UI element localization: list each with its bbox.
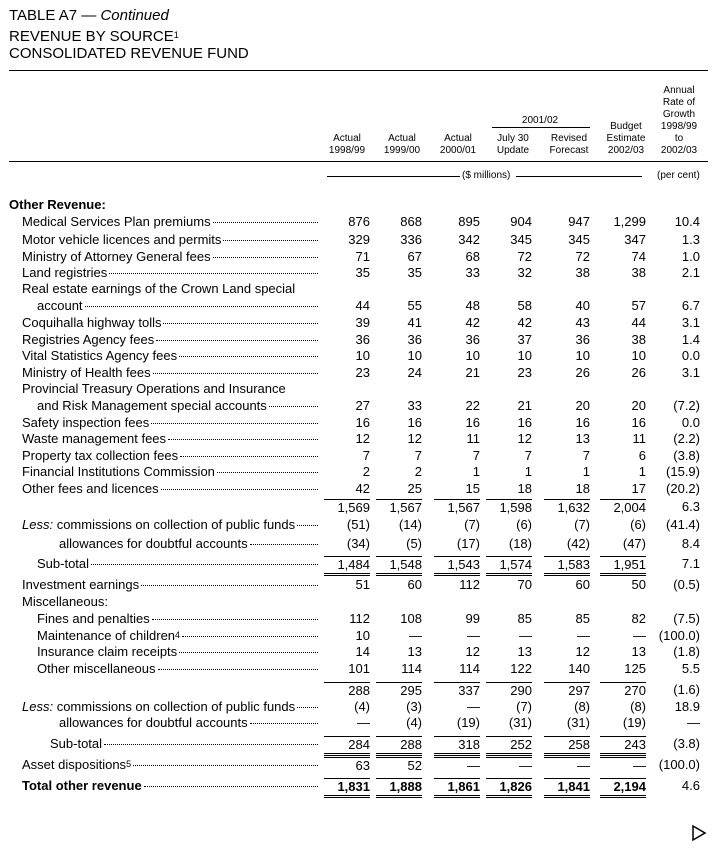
table-row	[0, 778, 718, 794]
cell-value: 10	[631, 348, 646, 363]
cell-value: (47)	[622, 536, 646, 551]
cell-value: 57	[631, 298, 646, 313]
row-label: Waste management fees	[22, 431, 318, 447]
cell-value: 63	[324, 757, 370, 774]
cell-value: (19)	[456, 715, 480, 730]
table-row	[0, 398, 718, 414]
cell-value: 114	[401, 661, 422, 676]
cell-value: 112	[459, 577, 480, 592]
cell-value: 290	[486, 682, 532, 699]
cell-value: (5)	[406, 536, 422, 551]
cell-value: (34)	[346, 536, 370, 551]
cell-value: 16	[407, 415, 422, 430]
cell-value: (17)	[456, 536, 480, 551]
cell-value: 38	[631, 332, 646, 347]
table-row	[0, 517, 718, 533]
row-label: Motor vehicle licences and permits	[22, 232, 318, 248]
cell-value: (0.5)	[673, 577, 700, 592]
table-subtitle: CONSOLIDATED REVENUE FUND	[9, 45, 249, 62]
cell-value: 288	[324, 682, 370, 699]
cell-value: —	[544, 757, 590, 774]
cell-value: 40	[575, 298, 590, 313]
col-group-rule	[492, 127, 590, 128]
table-row	[0, 499, 718, 515]
table-row	[0, 699, 718, 715]
cell-value: 1.4	[681, 332, 700, 347]
col-actual-2000: Actual 2000/01	[439, 133, 477, 156]
cell-value: 42	[355, 481, 370, 496]
cell-value: 82	[631, 611, 646, 626]
col-group-2001: 2001/02	[521, 115, 559, 126]
cell-value: 13	[631, 644, 646, 659]
cell-value: (15.9)	[666, 464, 700, 479]
cell-value: 1	[638, 464, 646, 479]
cell-value: 42	[517, 315, 532, 330]
cell-value: —	[486, 757, 532, 774]
cell-value: 2.1	[681, 265, 700, 280]
cell-value: 33	[465, 265, 480, 280]
cell-value: (100.0)	[658, 757, 700, 772]
cell-value: 99	[465, 611, 480, 626]
cell-value: —	[434, 757, 480, 774]
cell-value: 140	[568, 661, 590, 676]
cell-value: 1,598	[486, 499, 532, 516]
cell-value: 42	[465, 315, 480, 330]
cell-value: 1,484	[324, 556, 370, 576]
table-row	[0, 415, 718, 431]
row-label: Provincial Treasury Operations and Insurance	[22, 381, 286, 396]
table-row	[0, 265, 718, 281]
cell-value: 10	[407, 348, 422, 363]
percent-label: (per cent)	[657, 170, 700, 181]
cell-value: 20	[575, 398, 590, 413]
cell-value: 37	[517, 332, 532, 347]
cell-value: 947	[568, 214, 590, 229]
cell-value: —	[600, 757, 646, 774]
row-label: account	[37, 298, 318, 314]
cell-value: 38	[575, 265, 590, 280]
cell-value: (4)	[406, 715, 422, 730]
cell-value: 13	[517, 644, 532, 659]
cell-value: 868	[400, 214, 422, 229]
cell-value: 23	[517, 365, 532, 380]
cell-value: 52	[376, 757, 422, 774]
row-label: Other miscellaneous	[37, 661, 318, 677]
table-row	[0, 628, 718, 644]
cell-value: 4.6	[681, 778, 700, 793]
cell-value: 39	[355, 315, 370, 330]
cell-value: (42)	[566, 536, 590, 551]
cell-value: 68	[465, 249, 480, 264]
cell-value: 85	[575, 611, 590, 626]
row-label: Sub-total	[50, 736, 318, 752]
cell-value: 10	[465, 348, 480, 363]
cell-value: 270	[600, 682, 646, 699]
cell-value: 1	[582, 464, 590, 479]
cell-value: 342	[458, 232, 480, 247]
cell-value: 41	[407, 315, 422, 330]
units-rule-left	[327, 176, 460, 177]
cell-value: 1.3	[681, 232, 700, 247]
units-label: ($ millions)	[462, 170, 511, 181]
cell-value: 20	[631, 398, 646, 413]
column-header-rule	[9, 161, 708, 162]
cell-value: 6.3	[681, 499, 700, 514]
cell-value: —	[467, 628, 480, 643]
cell-value: 329	[348, 232, 370, 247]
cell-value: 67	[407, 249, 422, 264]
row-label: Real estate earnings of the Crown Land special	[22, 281, 296, 296]
cell-value: 1,841	[544, 778, 590, 798]
row-label: Financial Institutions Commission	[22, 464, 318, 480]
table-row	[0, 536, 718, 552]
cell-value: 55	[407, 298, 422, 313]
cell-value: 43	[575, 315, 590, 330]
cell-value: 10	[517, 348, 532, 363]
cell-value: 35	[355, 265, 370, 280]
cell-value: 336	[400, 232, 422, 247]
cell-value: 2	[414, 464, 422, 479]
cell-value: 18	[517, 481, 532, 496]
col-actual-1998: Actual 1998/99	[328, 133, 366, 156]
row-label: Safety inspection fees	[22, 415, 318, 431]
cell-value: 16	[575, 415, 590, 430]
row-label: Less: commissions on collection of public funds	[22, 699, 318, 715]
cell-value: 5.5	[681, 661, 700, 676]
table-row	[0, 556, 718, 572]
cell-value: 16	[465, 415, 480, 430]
table-row	[0, 332, 718, 348]
cell-value: (3.8)	[673, 736, 700, 751]
cell-value: 295	[376, 682, 422, 699]
cell-value: 0.0	[681, 415, 700, 430]
cell-value: 288	[376, 736, 422, 756]
row-label: Registries Agency fees	[22, 332, 318, 348]
cell-value: 44	[355, 298, 370, 313]
col-budget-estimate: Budget Estimate 2002/03	[606, 121, 646, 156]
cell-value: 1,583	[544, 556, 590, 576]
table-row	[0, 298, 718, 314]
table-row	[0, 431, 718, 447]
cell-value: 112	[349, 611, 370, 626]
cell-value: 3.1	[681, 365, 700, 380]
cell-value: 17	[631, 481, 646, 496]
cell-value: 72	[517, 249, 532, 264]
cell-value: 72	[575, 249, 590, 264]
cell-value: 50	[631, 577, 646, 592]
cell-value: 13	[407, 644, 422, 659]
cell-value: 1,888	[376, 778, 422, 798]
cell-value: 12	[465, 644, 480, 659]
cell-value: (18)	[508, 536, 532, 551]
table-row	[0, 644, 718, 660]
table-label: TABLE A7 — Continued	[9, 7, 169, 24]
col-july-update: July 30 Update	[496, 133, 530, 156]
cell-value: 252	[486, 736, 532, 756]
cell-value: 36	[355, 332, 370, 347]
row-label: Less: commissions on collection of public funds	[22, 517, 318, 533]
arrow-right-outline-icon[interactable]	[691, 822, 707, 844]
row-label: Other fees and licences	[22, 481, 318, 497]
table-row	[0, 661, 718, 677]
cell-value: 18.9	[674, 699, 700, 714]
cell-value: 32	[517, 265, 532, 280]
cell-value: 101	[348, 661, 370, 676]
table-row	[0, 464, 718, 480]
cell-value: 1,543	[434, 556, 480, 576]
cell-value: (7.5)	[673, 611, 700, 626]
row-label: Ministry of Attorney General fees	[22, 249, 318, 265]
cell-value: 125	[624, 661, 646, 676]
section-title: Other Revenue:	[9, 197, 106, 212]
table-row	[0, 281, 718, 297]
cell-value: (4)	[354, 699, 370, 714]
cell-value: 1	[524, 464, 532, 479]
row-label: Sub-total	[37, 556, 318, 572]
cell-value: 876	[348, 214, 370, 229]
row-label: Miscellaneous:	[22, 594, 108, 609]
cell-value: 6.7	[681, 298, 700, 313]
cell-value: 22	[465, 398, 480, 413]
cell-value: (41.4)	[666, 517, 700, 532]
col-actual-1999: Actual 1999/00	[383, 133, 421, 156]
table-row	[0, 577, 718, 593]
cell-value: 14	[355, 644, 370, 659]
row-label: Fines and penalties	[37, 611, 318, 627]
row-label: Vital Statistics Agency fees	[22, 348, 318, 364]
cell-value: 26	[631, 365, 646, 380]
cell-value: 345	[510, 232, 532, 247]
cell-value: 16	[355, 415, 370, 430]
cell-value: 108	[400, 611, 422, 626]
cell-value: —	[467, 699, 480, 714]
cell-value: 24	[407, 365, 422, 380]
table-row	[0, 365, 718, 381]
cell-value: —	[633, 628, 646, 643]
cell-value: 1,567	[376, 499, 422, 516]
table-row	[0, 381, 718, 397]
row-label: allowances for doubtful accounts	[59, 715, 318, 731]
cell-value: 12	[575, 644, 590, 659]
col-revised-forecast: Revised Forecast	[549, 133, 589, 156]
cell-value: 33	[407, 398, 422, 413]
cell-value: 48	[465, 298, 480, 313]
cell-value: 38	[631, 265, 646, 280]
cell-value: 60	[575, 577, 590, 592]
cell-value: 7	[524, 448, 532, 463]
units-rule-right	[516, 176, 642, 177]
table-row	[0, 594, 718, 610]
cell-value: 10	[355, 348, 370, 363]
cell-value: (7)	[464, 517, 480, 532]
table-title: REVENUE BY SOURCE$^1$	[9, 28, 179, 45]
cell-value: 2	[362, 464, 370, 479]
cell-value: 345	[568, 232, 590, 247]
cell-value: 7	[472, 448, 480, 463]
cell-value: —	[519, 628, 532, 643]
cell-value: 3.1	[681, 315, 700, 330]
cell-value: 10.4	[674, 214, 700, 229]
cell-value: 318	[434, 736, 480, 756]
cell-value: 58	[517, 298, 532, 313]
cell-value: 2,004	[600, 499, 646, 516]
cell-value: 21	[465, 365, 480, 380]
cell-value: 243	[600, 736, 646, 756]
cell-value: 0.0	[681, 348, 700, 363]
row-label: Investment earnings	[22, 577, 318, 593]
cell-value: 284	[324, 736, 370, 756]
table-row	[0, 757, 718, 773]
col-growth-rate: Annual Rate of Growth 1998/99 to 2002/03	[660, 85, 698, 156]
row-label: Maintenance of children$^4$	[37, 628, 318, 644]
cell-value: (19)	[622, 715, 646, 730]
cell-value: 1,299	[613, 214, 646, 229]
cell-value: (2.2)	[673, 431, 700, 446]
cell-value: 36	[575, 332, 590, 347]
table-row	[0, 715, 718, 731]
cell-value: 12	[407, 431, 422, 446]
cell-value: (6)	[516, 517, 532, 532]
cell-value: 13	[575, 431, 590, 446]
cell-value: 7	[582, 448, 590, 463]
cell-value: 16	[631, 415, 646, 430]
cell-value: 1,951	[600, 556, 646, 576]
table-row	[0, 682, 718, 698]
cell-value: (1.6)	[673, 682, 700, 697]
row-label: Medical Services Plan premiums	[22, 214, 318, 230]
cell-value: 25	[407, 481, 422, 496]
cell-value: (20.2)	[666, 481, 700, 496]
cell-value: 11	[466, 431, 480, 446]
cell-value: 2,194	[600, 778, 646, 798]
cell-value: 18	[575, 481, 590, 496]
cell-value: 35	[407, 265, 422, 280]
table-row	[0, 315, 718, 331]
row-label: Property tax collection fees	[22, 448, 318, 464]
cell-value: 7	[414, 448, 422, 463]
cell-value: 51	[355, 577, 370, 592]
cell-value: 60	[407, 577, 422, 592]
table-row	[0, 481, 718, 497]
cell-value: 21	[517, 398, 532, 413]
cell-value: 8.4	[681, 536, 700, 551]
cell-value: 904	[510, 214, 532, 229]
cell-value: 70	[517, 577, 532, 592]
cell-value: 27	[355, 398, 370, 413]
cell-value: (51)	[346, 517, 370, 532]
row-label: Land registries	[22, 265, 318, 281]
cell-value: 15	[465, 481, 480, 496]
cell-value: (1.8)	[673, 644, 700, 659]
cell-value: 337	[434, 682, 480, 699]
cell-value: 1,632	[544, 499, 590, 516]
row-label: and Risk Management special accounts	[37, 398, 318, 414]
cell-value: (14)	[398, 517, 422, 532]
cell-value: 11	[632, 431, 646, 446]
row-label: Ministry of Health fees	[22, 365, 318, 381]
cell-value: 1,574	[486, 556, 532, 576]
cell-value: 1,831	[324, 778, 370, 798]
cell-value: 258	[544, 736, 590, 756]
cell-value: 347	[624, 232, 646, 247]
cell-value: (31)	[566, 715, 590, 730]
cell-value: 44	[631, 315, 646, 330]
row-label: Asset dispositions$^5$	[22, 757, 318, 773]
table-row	[0, 249, 718, 265]
cell-value: 26	[575, 365, 590, 380]
cell-value: (3)	[406, 699, 422, 714]
table-row	[0, 448, 718, 464]
cell-value: 85	[517, 611, 532, 626]
cell-value: —	[577, 628, 590, 643]
cell-value: —	[687, 715, 700, 730]
cell-value: (7.2)	[673, 398, 700, 413]
cell-value: 6	[638, 448, 646, 463]
cell-value: (7)	[574, 517, 590, 532]
cell-value: —	[409, 628, 422, 643]
table-row	[0, 232, 718, 248]
cell-value: 74	[631, 249, 646, 264]
row-label: Coquihalla highway tolls	[22, 315, 318, 331]
row-label: Total other revenue	[22, 778, 318, 794]
cell-value: 895	[458, 214, 480, 229]
cell-value: (8)	[630, 699, 646, 714]
cell-value: (8)	[574, 699, 590, 714]
cell-value: 10	[575, 348, 590, 363]
row-label: allowances for doubtful accounts	[59, 536, 318, 552]
table-row	[0, 611, 718, 627]
cell-value: 114	[459, 661, 480, 676]
cell-value: 12	[517, 431, 532, 446]
table-row	[0, 214, 718, 230]
cell-value: (3.8)	[673, 448, 700, 463]
cell-value: 12	[355, 431, 370, 446]
cell-value: 23	[355, 365, 370, 380]
cell-value: (100.0)	[658, 628, 700, 643]
cell-value: 10	[355, 628, 370, 643]
cell-value: —	[357, 715, 370, 730]
cell-value: 16	[517, 415, 532, 430]
cell-value: (7)	[516, 699, 532, 714]
cell-value: 7	[362, 448, 370, 463]
cell-value: 1,567	[434, 499, 480, 516]
cell-value: (31)	[508, 715, 532, 730]
cell-value: 1,861	[434, 778, 480, 798]
cell-value: (6)	[630, 517, 646, 532]
cell-value: 1,569	[324, 499, 370, 516]
table-row	[0, 348, 718, 364]
cell-value: 1,826	[486, 778, 532, 798]
cell-value: 1,548	[376, 556, 422, 576]
table-row	[0, 736, 718, 752]
cell-value: 71	[355, 249, 370, 264]
row-label: Insurance claim receipts	[37, 644, 318, 660]
cell-value: 297	[544, 682, 590, 699]
cell-value: 7.1	[681, 556, 700, 571]
header-rule	[9, 70, 708, 71]
cell-value: 36	[407, 332, 422, 347]
cell-value: 36	[465, 332, 480, 347]
cell-value: 1	[472, 464, 480, 479]
cell-value: 1.0	[681, 249, 700, 264]
cell-value: 122	[510, 661, 532, 676]
